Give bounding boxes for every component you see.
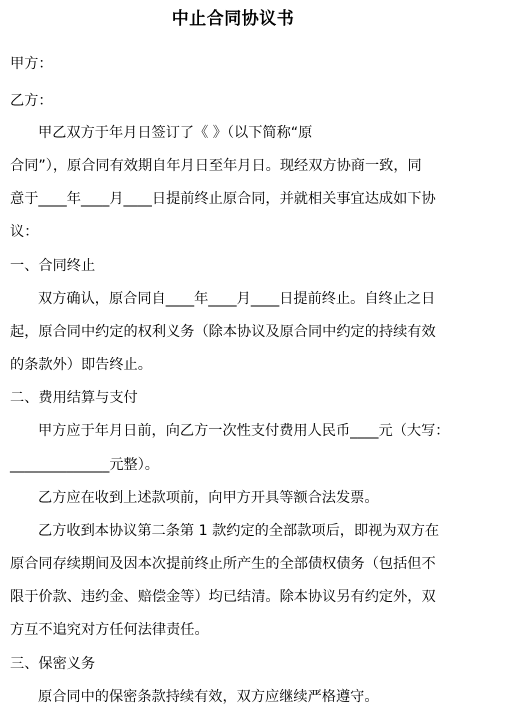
section-2-heading: 二、费用结算与支付 bbox=[10, 390, 138, 406]
section-3-heading: 三、保密义务 bbox=[10, 656, 96, 672]
section-1-line: 起，原合同中约定的权利义务（除本协议及原合同中约定的持续有效 bbox=[10, 324, 436, 340]
intro-line-1: 甲乙双方于年月日签订了《 》（以下简称“原 bbox=[38, 125, 313, 141]
section-2-line: 乙方应在收到上述款项前，向甲方开具等额合法发票。 bbox=[38, 490, 379, 506]
section-2-line: 方互不追究对方任何法律责任。 bbox=[10, 622, 209, 638]
party-b-label: 乙方： bbox=[10, 93, 53, 109]
section-2-line: 原合同存续期间及因本次提前终止所产生的全部债权债务（包括但不 bbox=[10, 556, 436, 572]
intro-line-3: 意于____年____月____日提前终止原合同，并就相关事宜达成如下协 bbox=[10, 191, 436, 207]
section-1-line: 的条款外）即告终止。 bbox=[10, 357, 152, 373]
intro-line-4: 议： bbox=[10, 224, 39, 240]
section-2-line: ______________元整）。 bbox=[10, 457, 159, 473]
party-a-label: 甲方： bbox=[10, 56, 53, 72]
section-2-line: 乙方收到本协议第二条第 1 款约定的全部款项后，即视为双方在 bbox=[38, 523, 440, 539]
section-2-line: 甲方应于年月日前，向乙方一次性支付费用人民币____元（大写： bbox=[38, 423, 450, 439]
section-1-heading: 一、合同终止 bbox=[10, 258, 96, 274]
intro-line-2: 合同”），原合同有效期自年月日至年月日。现经双方协商一致，同 bbox=[10, 158, 422, 174]
section-1-line: 双方确认，原合同自____年____月____日提前终止。自终止之日 bbox=[38, 291, 436, 307]
document-title: 中止合同协议书 bbox=[171, 9, 295, 29]
section-2-line: 限于价款、违约金、赔偿金等）均已结清。除本协议另有约定外，双 bbox=[10, 589, 436, 605]
section-3-line: 原合同中的保密条款持续有效，双方应继续严格遵守。 bbox=[38, 689, 379, 705]
